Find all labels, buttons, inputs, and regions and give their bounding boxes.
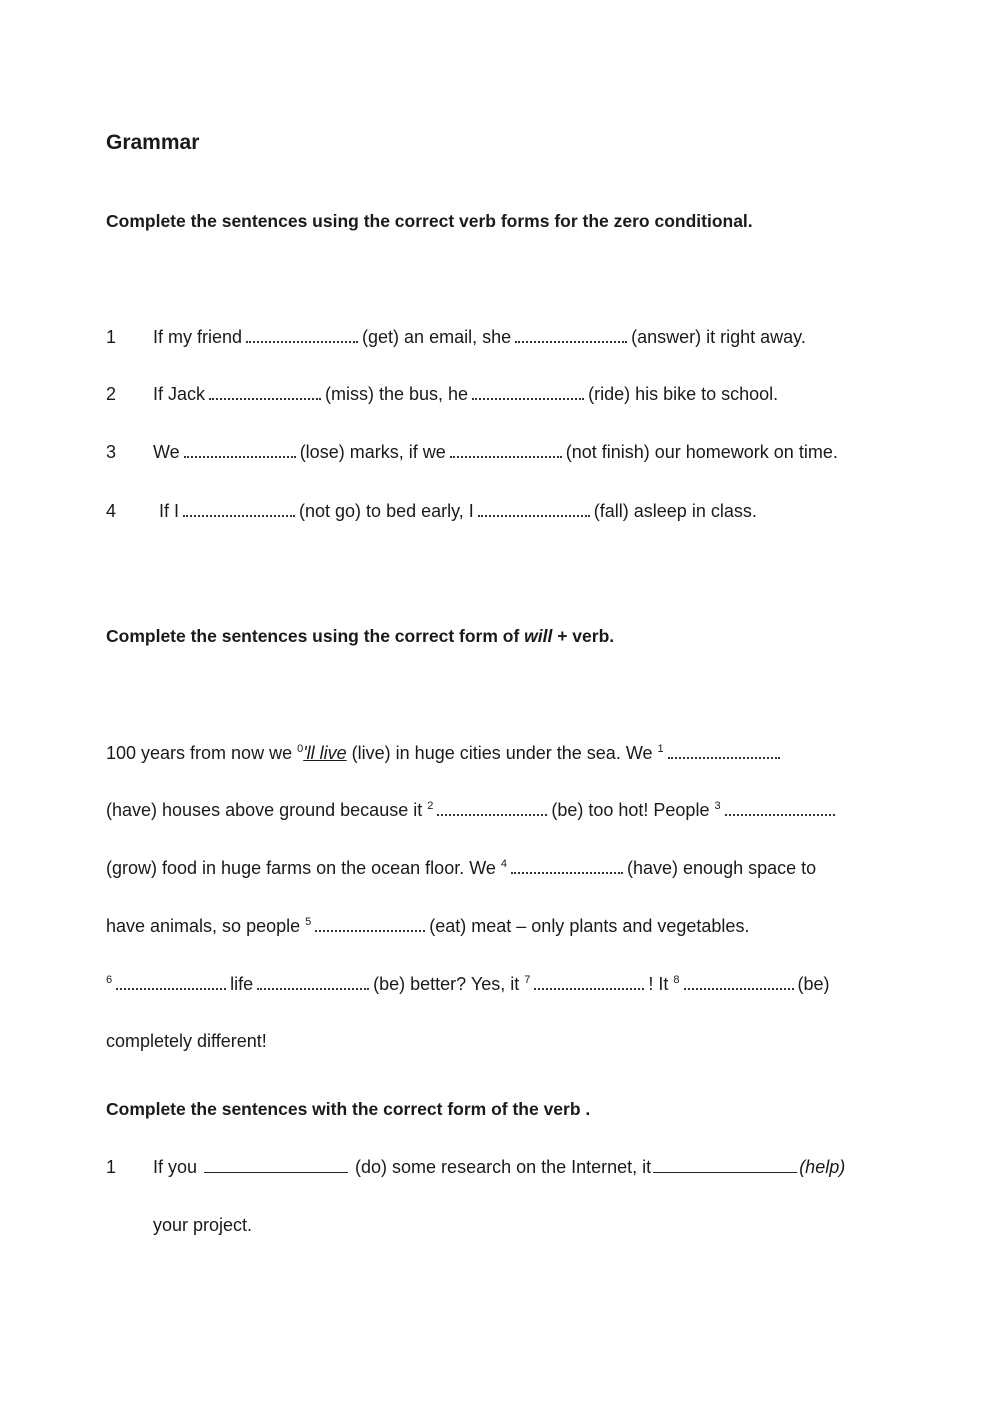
item-text: (answer) it right away.	[631, 327, 806, 347]
section2-instruction: Complete the sentences using the correct form of will + verb.	[106, 626, 615, 646]
item-text: (miss) the bus, he	[325, 384, 469, 404]
item-number: 1	[106, 1157, 117, 1177]
answer-blank[interactable]	[472, 380, 584, 400]
paragraph-line: (have) houses above ground because it $^2$ (be) too hot! People $^3$	[106, 796, 839, 822]
answer-blank-6b[interactable]	[257, 970, 369, 990]
item-text: (fall) asleep in class.	[593, 501, 757, 521]
example-answer: 'll live	[303, 743, 347, 763]
answer-blank-1[interactable]	[668, 739, 780, 759]
answer-blank[interactable]	[653, 1154, 797, 1173]
answer-blank[interactable]	[450, 438, 562, 458]
answer-blank[interactable]	[478, 497, 590, 517]
item-text: If my friend	[153, 327, 243, 347]
paragraph-line: $^6$ life (be) better? Yes, it $^7$ ! It $^8$ (be)	[106, 970, 830, 996]
item-text: If I	[159, 501, 180, 521]
list-item-continued: your project.	[153, 1215, 253, 1235]
item-number: 1	[106, 327, 117, 347]
page-title: Grammar	[106, 131, 200, 154]
answer-blank[interactable]	[209, 380, 321, 400]
list-item	[106, 438, 838, 464]
item-text: (get) an email, she	[362, 327, 512, 347]
list-item	[106, 323, 806, 349]
item-number: 3	[106, 442, 117, 462]
answer-blank[interactable]	[246, 323, 358, 343]
section3-instruction: Complete the sentences with the correct form of the verb .	[106, 1099, 591, 1119]
list-item	[106, 380, 778, 406]
item-text: If Jack	[153, 384, 206, 404]
answer-blank-7[interactable]	[534, 970, 644, 990]
item-number: 2	[106, 384, 117, 404]
paragraph-line: have animals, so people $^5$ (eat) meat – only plants and vegetables.	[106, 912, 749, 938]
section1-instruction: Complete the sentences using the correct verb forms for the zero conditional.	[106, 211, 753, 231]
paragraph-line: completely different!	[106, 1031, 267, 1051]
item-text: (lose) marks, if we	[299, 442, 446, 462]
answer-blank[interactable]	[515, 323, 627, 343]
answer-blank-6[interactable]	[116, 970, 226, 990]
item-text: (not go) to bed early, I	[299, 501, 474, 521]
item-text: (not finish) our homework on time.	[565, 442, 838, 462]
answer-blank-8[interactable]	[684, 970, 794, 990]
item-text: We	[153, 442, 180, 462]
list-item	[106, 497, 757, 523]
answer-blank-3[interactable]	[725, 796, 835, 816]
answer-blank[interactable]	[183, 497, 295, 517]
answer-blank-4[interactable]	[511, 854, 623, 874]
item-text: (ride) his bike to school.	[588, 384, 779, 404]
answer-blank[interactable]	[204, 1154, 348, 1173]
paragraph-line: 100 years from now we $^0$'ll live (live) in huge cities under the sea. We $^1$	[106, 739, 784, 765]
paragraph-line: (grow) food in huge farms on the ocean floor. We $^4$ (have) enough space to	[106, 854, 816, 880]
answer-blank-5[interactable]	[315, 912, 425, 932]
answer-blank-2[interactable]	[437, 796, 547, 816]
verb-hint: (help)	[799, 1157, 846, 1177]
answer-blank[interactable]	[184, 438, 296, 458]
item-number: 4	[106, 501, 117, 521]
list-item: 1 If you (do) some research on the Internet, it (help)	[106, 1154, 845, 1180]
